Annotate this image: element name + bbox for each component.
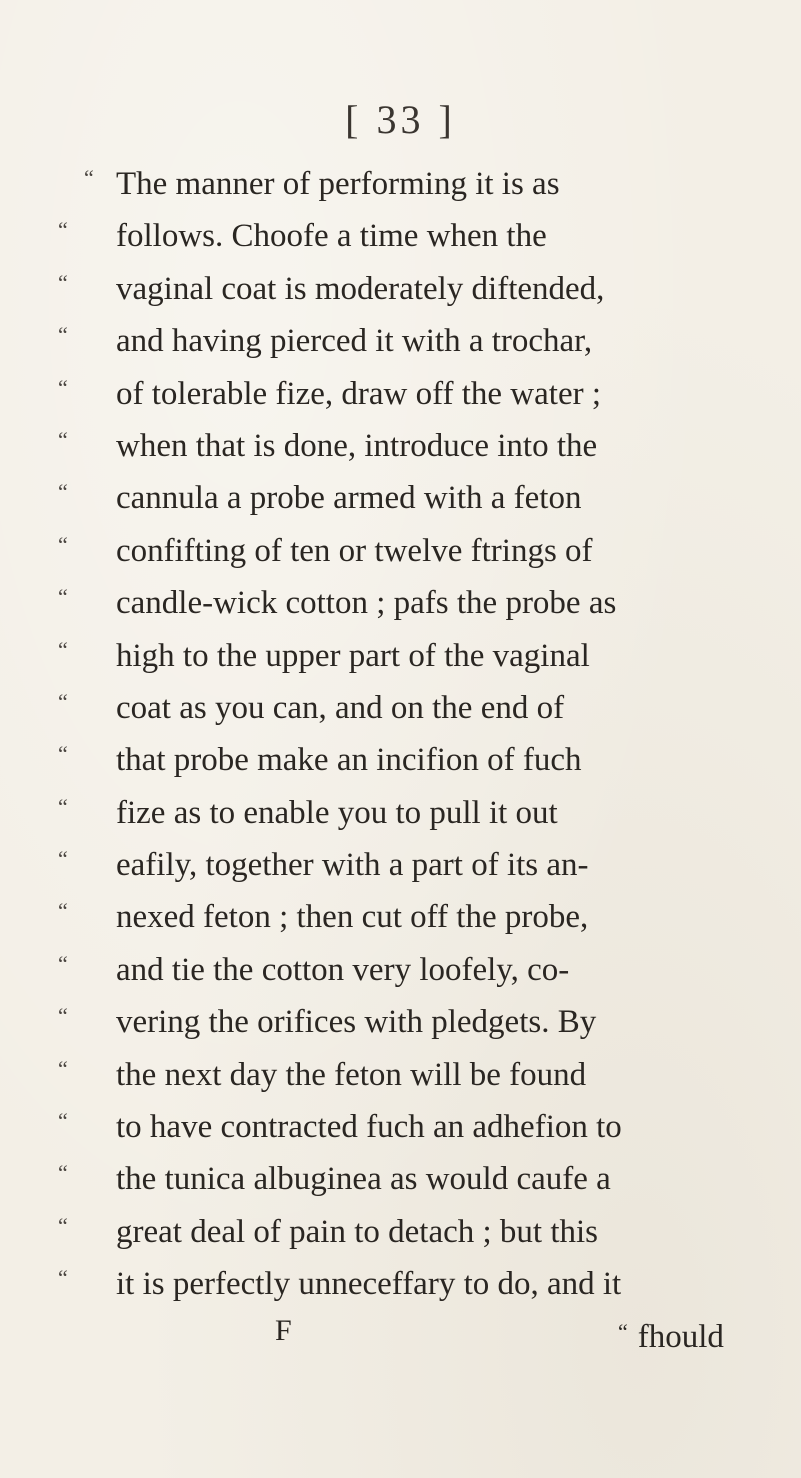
line-text: when that is done, introduce into the <box>116 427 598 464</box>
text-line <box>58 944 758 996</box>
quote-mark: “ <box>58 217 68 243</box>
text-line <box>58 630 758 682</box>
page-footer <box>58 1311 758 1363</box>
catchword-text: fhould <box>637 1318 724 1355</box>
line-text: and tie the cotton very loofely, co- <box>116 951 570 988</box>
text-line <box>58 368 758 420</box>
line-text: it is perfectly unneceffary to do, and it <box>116 1266 622 1303</box>
text-line <box>58 734 758 786</box>
line-text: high to the upper part of the vaginal <box>116 637 590 674</box>
line-text: that probe make an incifion of fuch <box>116 742 582 779</box>
quote-mark: “ <box>84 165 94 190</box>
quote-mark: “ <box>58 584 68 610</box>
quote-mark: “ <box>58 479 68 505</box>
catchword <box>618 1311 724 1366</box>
line-text: follows. Choofe a time when the <box>116 218 547 255</box>
signature-mark: F <box>275 1313 292 1347</box>
text-line <box>58 577 758 629</box>
text-line <box>58 263 758 315</box>
text-line <box>58 1153 758 1205</box>
line-text: nexed feton ; then cut off the probe, <box>116 899 589 936</box>
quote-mark: “ <box>58 741 68 767</box>
text-line <box>58 315 758 367</box>
text-line <box>58 787 758 839</box>
quote-mark: “ <box>618 1318 628 1344</box>
quote-mark: “ <box>58 1160 68 1186</box>
quote-mark: “ <box>58 793 68 819</box>
quote-mark: “ <box>58 1108 68 1134</box>
line-text: The manner of performing it is as <box>116 166 560 202</box>
line-text: coat as you can, and on the end of <box>116 689 565 726</box>
quote-mark: “ <box>58 269 68 295</box>
text-line <box>58 420 758 472</box>
line-text: cannula a probe armed with a feton <box>116 480 582 517</box>
text-line <box>58 1258 758 1310</box>
text-line <box>58 472 758 524</box>
quote-mark: “ <box>58 1212 68 1238</box>
line-text: eafily, together with a part of its an- <box>116 847 589 884</box>
line-text: candle-wick cotton ; pafs the probe as <box>116 585 617 622</box>
text-line <box>58 525 758 577</box>
quote-mark: “ <box>58 531 68 557</box>
text-line <box>58 839 758 891</box>
quote-mark: “ <box>58 1055 68 1081</box>
quote-mark: “ <box>58 846 68 872</box>
line-text: great deal of pain to detach ; but this <box>116 1213 599 1250</box>
text-line <box>58 891 758 943</box>
line-text: vaginal coat is moderately diftended, <box>116 270 605 307</box>
line-text: to have contracted fuch an adhefion to <box>116 1109 622 1146</box>
line-text: the tunica albuginea as would caufe a <box>116 1161 611 1198</box>
quote-mark: “ <box>58 374 68 400</box>
text-line <box>58 1101 758 1153</box>
text-line <box>58 158 758 210</box>
text-line <box>58 682 758 734</box>
text-line <box>58 1049 758 1101</box>
text-line <box>58 1206 758 1258</box>
quote-mark: “ <box>58 688 68 714</box>
line-text: confifting of ten or twelve ftrings of <box>116 532 593 569</box>
line-text: the next day the feton will be found <box>116 1056 587 1093</box>
text-line <box>58 210 758 262</box>
line-text: fize as to enable you to pull it out <box>116 794 558 831</box>
quote-mark: “ <box>58 950 68 976</box>
quote-mark: “ <box>58 322 68 348</box>
text-line <box>58 996 758 1048</box>
quote-mark: “ <box>58 1265 68 1291</box>
quote-mark: “ <box>58 636 68 662</box>
body-text <box>58 158 758 1363</box>
line-text: and having pierced it with a trochar, <box>116 323 593 360</box>
line-text: vering the orifices with pledgets. By <box>116 1004 597 1041</box>
quote-mark: “ <box>58 1003 68 1029</box>
quote-mark: “ <box>58 426 68 452</box>
line-text: of tolerable fize, draw off the water ; <box>116 375 601 412</box>
quote-mark: “ <box>58 898 68 924</box>
page-number: [ 33 ] <box>345 97 456 142</box>
